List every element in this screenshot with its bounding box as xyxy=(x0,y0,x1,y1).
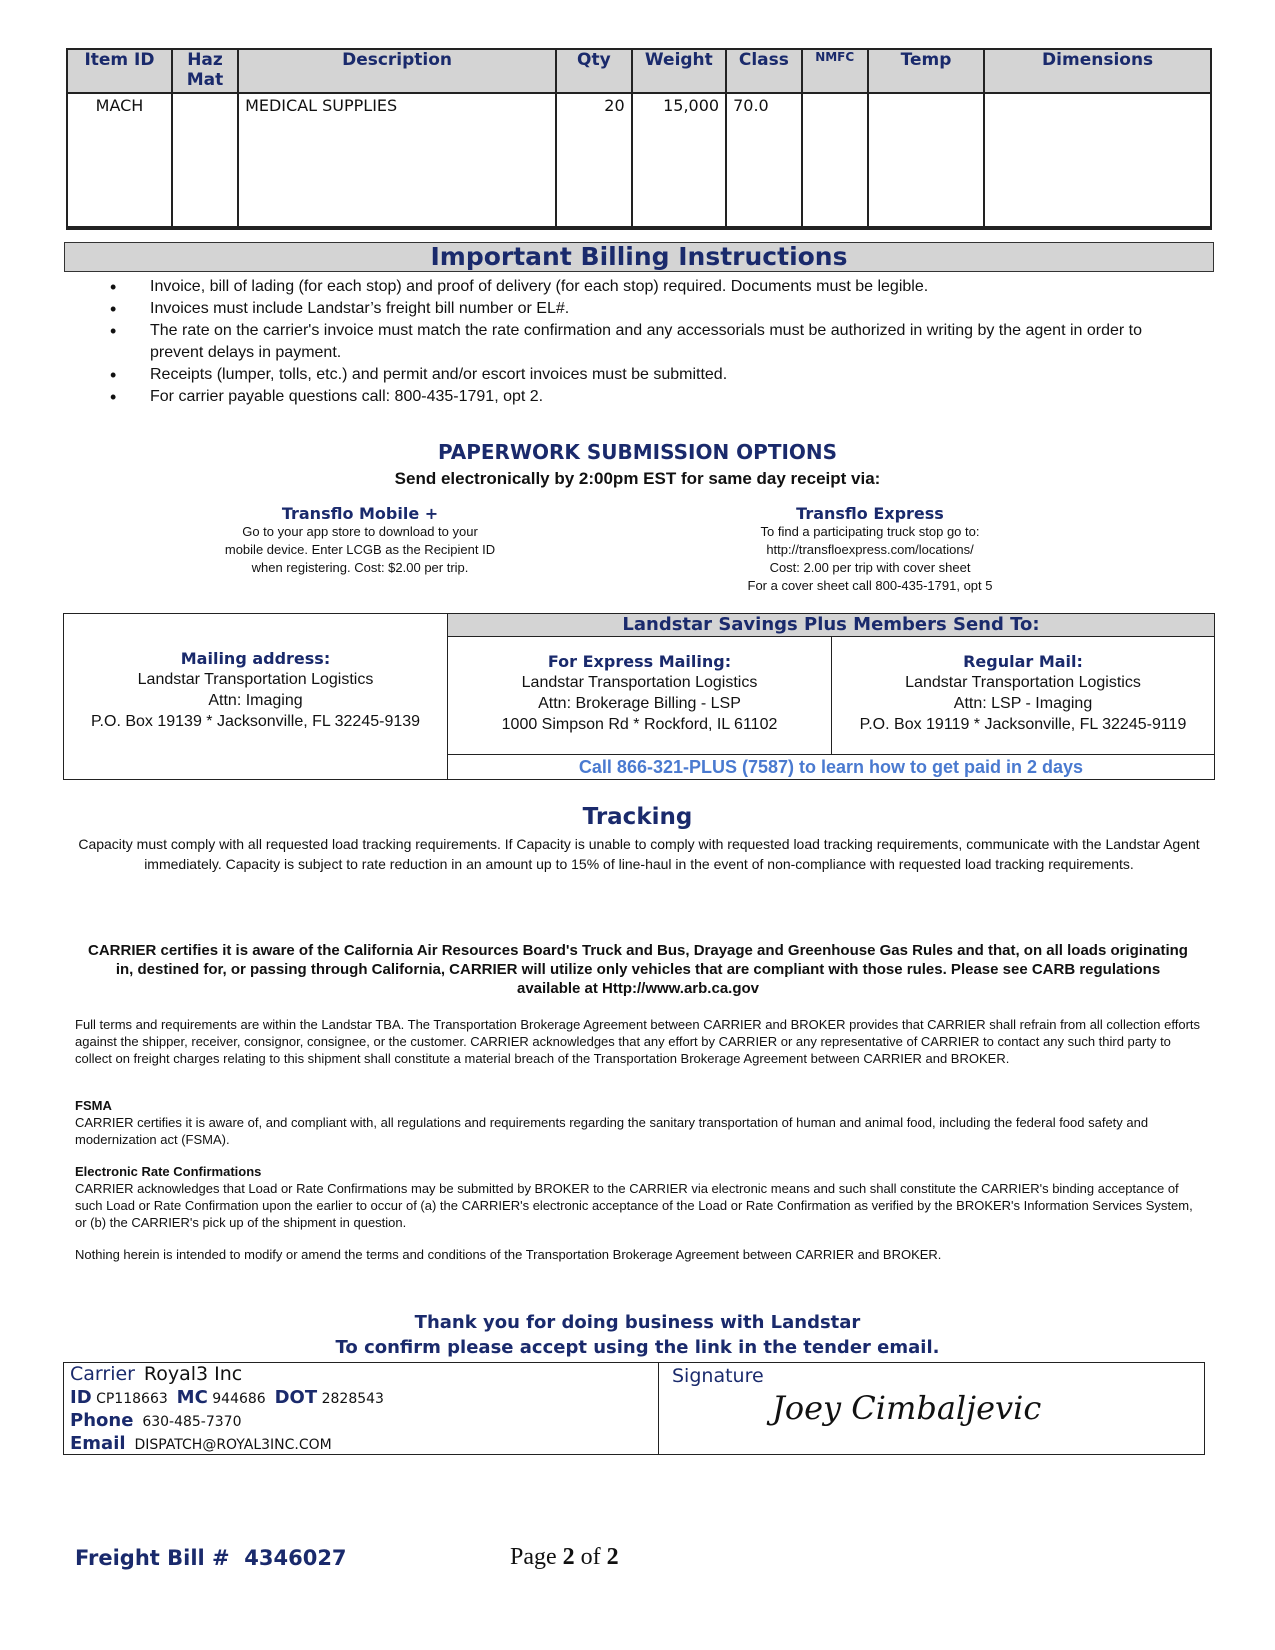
column-header: Weight xyxy=(632,49,726,93)
carrier-info xyxy=(64,1363,659,1454)
terms-text: Full terms and requirements are within the Landstar TBA. The Transportation Brokerage Agreement between CARRIER and BROKER provides that CARRIER shall refrain from all collection efforts against the shipper, receiver, consignor, consignee, or the customer. CARRIER acknowledges that any effort by CARRIER or any representative of CARRIER to contact any such third party to collect on freight charges relating to this shipment shall constitute a material breach of the Transportation Brokerage Agreement between CARRIER and BROKER. xyxy=(75,1017,1201,1066)
table-cell xyxy=(868,93,984,228)
carrier-name: Royal3 Inc xyxy=(143,1363,243,1385)
page-total: 2 xyxy=(606,1544,619,1570)
paperwork-title: PAPERWORK SUBMISSION OPTIONS xyxy=(437,440,838,464)
fsma-section xyxy=(75,1097,1205,1148)
erc-title: Electronic Rate Confirmations xyxy=(75,1164,262,1179)
paperwork-subtitle: Send electronically by 2:00pm EST for same day receipt via: xyxy=(394,469,881,488)
transflo-mobile-block xyxy=(180,505,540,577)
table-cell: 15,000 xyxy=(632,93,726,228)
freight-bill-label: Freight Bill # xyxy=(75,1546,230,1570)
list-item: • Invoice, bill of lading (for each stop) and proof of delivery (for each stop) required. Documents must be legible. xyxy=(110,276,1170,298)
list-item: • Receipts (lumper, tolls, etc.) and permit and/or escort invoices must be submitted. xyxy=(110,364,1170,386)
table-cell: 20 xyxy=(556,93,632,228)
phone-value: 630-485-7370 xyxy=(142,1414,242,1430)
carrier-box xyxy=(63,1362,1205,1455)
table-cell xyxy=(802,93,868,228)
text-line: For a cover sheet call 800-435-1791, opt 5 xyxy=(747,578,993,593)
mailing-address-cell xyxy=(64,614,448,779)
thanks-line: Thank you for doing business with Landstar xyxy=(414,1312,861,1333)
carrier-label: Carrier xyxy=(70,1363,135,1385)
table-cell: 70.0 xyxy=(726,93,802,228)
list-item: • Invoices must include Landstar’s freight bill number or EL#. xyxy=(110,298,1170,320)
list-item: • For carrier payable questions call: 800-435-1791, opt 2. xyxy=(110,386,1170,408)
dot-label: DOT xyxy=(274,1387,318,1408)
fsma-title: FSMA xyxy=(75,1098,112,1113)
page-of: of xyxy=(580,1544,601,1570)
column-header: Temp xyxy=(868,49,984,93)
mc-value: 944686 xyxy=(212,1391,266,1407)
text-line: Attn: Brokerage Billing - LSP xyxy=(538,695,741,712)
transflo-express-block xyxy=(700,505,1040,595)
text-line: mobile device. Enter LCGB as the Recipient ID xyxy=(224,542,496,557)
text-line: Landstar Transportation Logistics xyxy=(905,674,1141,691)
text-line: Landstar Transportation Logistics xyxy=(521,674,758,691)
express-mailing-cell xyxy=(448,637,832,755)
email-value: DISPATCH@ROYAL3INC.COM xyxy=(134,1437,332,1453)
column-header: Dimensions xyxy=(984,49,1211,93)
text-line: To find a participating truck stop go to: xyxy=(760,524,980,539)
express-mailing-title: For Express Mailing: xyxy=(547,652,732,671)
tracking-text: Capacity must comply with all requested load tracking requirements. If Capacity is unable to comply with requested load tracking requirements, communicate with the Landstar Agent immediately. Capacity is subject to rate reduction in an amount up to 15% of line-haul in the event of non-compliance with requested load tracking requirements. xyxy=(78,836,1200,872)
table-row xyxy=(67,93,1211,228)
email-label: Email xyxy=(70,1433,126,1454)
table-cell xyxy=(172,93,238,228)
column-header: Description xyxy=(238,49,556,93)
regular-mail-cell xyxy=(832,637,1214,755)
lsp-call-link[interactable]: Call 866-321-PLUS (7587) to learn how to get paid in 2 days xyxy=(578,757,1084,777)
mailing-address-title: Mailing address: xyxy=(180,649,331,668)
phone-label: Phone xyxy=(70,1410,134,1431)
text-line: Cost: 2.00 per trip with cover sheet xyxy=(769,560,971,575)
text-line: Attn: Imaging xyxy=(208,692,303,709)
billing-instructions-list xyxy=(110,276,1170,408)
freight-bill-number: 4346027 xyxy=(244,1546,347,1570)
dot-value: 2828543 xyxy=(321,1391,384,1407)
text-line: when registering. Cost: $2.00 per trip. xyxy=(251,560,469,575)
transflo-mobile-title: Transflo Mobile + xyxy=(281,504,439,523)
page-current: 2 xyxy=(562,1544,575,1570)
text-line: Attn: LSP - Imaging xyxy=(953,695,1093,712)
items-table xyxy=(66,48,1212,230)
regular-mail-title: Regular Mail: xyxy=(963,652,1083,671)
column-header: Item ID xyxy=(67,49,172,93)
mc-label: MC xyxy=(176,1387,208,1408)
erc-text: CARRIER acknowledges that Load or Rate Confirmations may be submitted by BROKER to the CARRIER via electronic means and such shall constitute the CARRIER's binding acceptance of such Load or Rate Confirmation upon the earlier to occur of (a) the CARRIER's electronic acceptance of the Load or Rate Confirmation as verified by the BROKER's Information Services System, or (b) the CARRIER's pick up of the shipment in question. xyxy=(75,1181,1193,1230)
transflo-express-title: Transflo Express xyxy=(796,504,944,523)
table-cell: MEDICAL SUPPLIES xyxy=(238,93,556,228)
freight-bill xyxy=(75,1546,347,1570)
text-line: Landstar Transportation Logistics xyxy=(137,671,374,688)
id-value: CP118663 xyxy=(96,1391,168,1407)
lsp-header: Landstar Savings Plus Members Send To: xyxy=(448,614,1214,637)
carb-notice: CARRIER certifies it is aware of the California Air Resources Board's Truck and Bus, Drayage and Greenhouse Gas Rules and that, on all loads originating in, destined for, or passing through California, CARRIER will utilize only vehicles that are compliant with those rules. Please see CARB regulations available at Http://www.arb.ca.gov xyxy=(88,942,1188,997)
confirm-line: To confirm please accept using the link in the tender email. xyxy=(335,1337,940,1358)
column-header: NMFC xyxy=(802,49,868,93)
table-cell xyxy=(984,93,1211,228)
nothing-herein-text: Nothing herein is intended to modify or amend the terms and conditions of the Transportation Brokerage Agreement between CARRIER and BROKER. xyxy=(75,1247,942,1262)
column-header: Qty xyxy=(556,49,632,93)
page-number xyxy=(510,1544,619,1571)
transflo-express-url[interactable]: http://transfloexpress.com/locations/ xyxy=(766,542,974,557)
text-line: Go to your app store to download to your xyxy=(242,524,478,539)
column-header: Haz Mat xyxy=(172,49,238,93)
signature: Joey Cimbaljevic xyxy=(772,1389,1042,1427)
table-header-row xyxy=(67,49,1211,93)
column-header: Class xyxy=(726,49,802,93)
id-label: ID xyxy=(70,1387,92,1408)
tracking-title: Tracking xyxy=(582,804,693,830)
signature-label: Signature xyxy=(672,1365,764,1387)
billing-instructions-title: Important Billing Instructions xyxy=(64,242,1214,272)
list-item: • The rate on the carrier's invoice must match the rate confirmation and any accessorials must be authorized in writing by the agent in order to prevent delays in payment. xyxy=(110,320,1170,364)
text-line: P.O. Box 19139 * Jacksonville, FL 32245-9139 xyxy=(90,713,421,730)
fsma-text: CARRIER certifies it is aware of, and compliant with, all regulations and requirements regarding the sanitary transportation of human and animal food, including the federal food safety and modernization act (FSMA). xyxy=(75,1115,1149,1147)
text-line: 1000 Simpson Rd * Rockford, IL 61102 xyxy=(501,716,778,733)
page-prefix: Page xyxy=(510,1544,557,1570)
address-box xyxy=(63,613,1215,780)
thanks-block xyxy=(0,1310,1275,1360)
erc-section xyxy=(75,1163,1205,1231)
text-line: P.O. Box 19119 * Jacksonville, FL 32245-9119 xyxy=(859,716,1187,733)
table-cell: MACH xyxy=(67,93,172,228)
